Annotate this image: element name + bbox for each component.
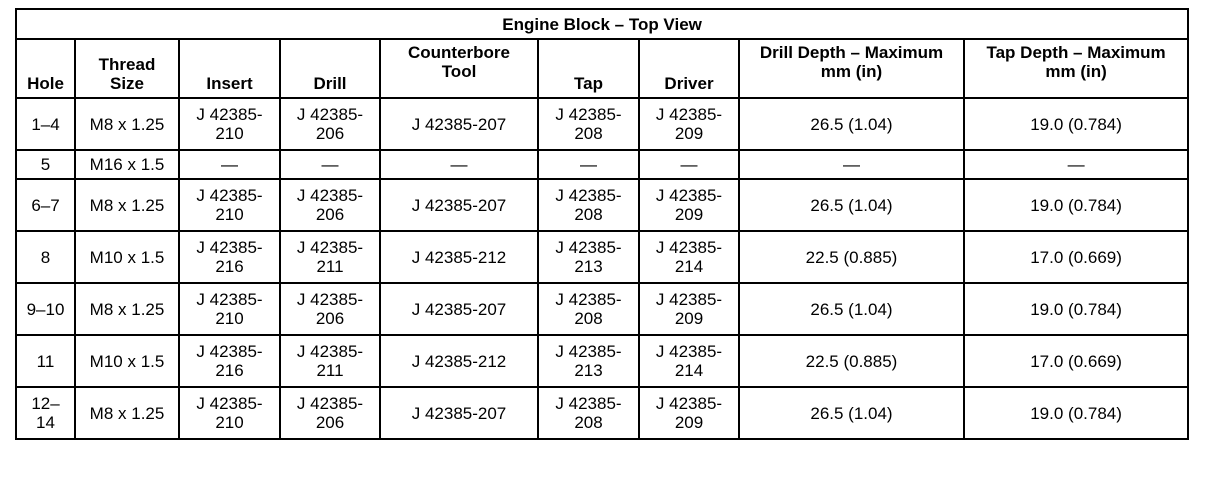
table-row [16,335,1188,387]
cell-driver: J 42385- 209 [639,283,739,335]
table-title: Engine Block – Top View [16,9,1188,39]
header-driver: Driver [639,39,739,98]
cell-tap: J 42385- 213 [538,231,639,283]
cell-counterbore-tool: J 42385-212 [380,231,538,283]
cell-drill-depth: 22.5 (0.885) [739,335,964,387]
cell-counterbore-tool: J 42385-207 [380,179,538,231]
cell-tap-depth: 17.0 (0.669) [964,335,1188,387]
engine-block-spec-table [15,8,1189,440]
cell-tap-depth: 19.0 (0.784) [964,98,1188,150]
cell-hole: 5 [16,150,75,179]
cell-tap: J 42385- 208 [538,387,639,439]
cell-drill: J 42385- 206 [280,283,380,335]
cell-tap: — [538,150,639,179]
cell-insert: J 42385- 216 [179,231,280,283]
cell-counterbore-tool: J 42385-207 [380,98,538,150]
cell-driver: J 42385- 209 [639,179,739,231]
cell-thread-size: M8 x 1.25 [75,98,179,150]
cell-tap: J 42385- 208 [538,179,639,231]
table-row [16,179,1188,231]
cell-insert: J 42385- 210 [179,179,280,231]
cell-thread-size: M8 x 1.25 [75,179,179,231]
cell-driver: J 42385- 209 [639,387,739,439]
cell-drill: — [280,150,380,179]
cell-hole: 1–4 [16,98,75,150]
cell-tap: J 42385- 208 [538,98,639,150]
cell-hole: 9–10 [16,283,75,335]
table-row [16,387,1188,439]
cell-drill-depth: — [739,150,964,179]
cell-drill: J 42385- 206 [280,179,380,231]
cell-hole: 12– 14 [16,387,75,439]
cell-thread-size: M16 x 1.5 [75,150,179,179]
cell-insert: J 42385- 210 [179,283,280,335]
table-row [16,231,1188,283]
cell-tap: J 42385- 213 [538,335,639,387]
table-header-row [16,39,1188,98]
cell-counterbore-tool: J 42385-207 [380,387,538,439]
table-title-row [16,9,1188,39]
cell-counterbore-tool: J 42385-207 [380,283,538,335]
cell-insert: J 42385- 210 [179,98,280,150]
cell-hole: 11 [16,335,75,387]
cell-driver: J 42385- 209 [639,98,739,150]
cell-thread-size: M10 x 1.5 [75,231,179,283]
cell-thread-size: M8 x 1.25 [75,283,179,335]
cell-drill: J 42385- 211 [280,231,380,283]
header-drill-depth: Drill Depth – Maximum mm (in) [739,39,964,98]
cell-driver: J 42385- 214 [639,231,739,283]
cell-drill-depth: 26.5 (1.04) [739,98,964,150]
header-counterbore-tool: Counterbore Tool [380,39,538,98]
header-tap-depth: Tap Depth – Maximum mm (in) [964,39,1188,98]
cell-drill: J 42385- 206 [280,387,380,439]
cell-insert: J 42385- 210 [179,387,280,439]
cell-driver: J 42385- 214 [639,335,739,387]
cell-tap-depth: 19.0 (0.784) [964,283,1188,335]
cell-tap-depth: 17.0 (0.669) [964,231,1188,283]
table-row [16,98,1188,150]
header-insert: Insert [179,39,280,98]
cell-counterbore-tool: — [380,150,538,179]
cell-driver: — [639,150,739,179]
cell-thread-size: M8 x 1.25 [75,387,179,439]
cell-tap: J 42385- 208 [538,283,639,335]
cell-drill-depth: 26.5 (1.04) [739,283,964,335]
cell-thread-size: M10 x 1.5 [75,335,179,387]
cell-hole: 6–7 [16,179,75,231]
cell-drill-depth: 26.5 (1.04) [739,387,964,439]
cell-insert: — [179,150,280,179]
cell-tap-depth: — [964,150,1188,179]
cell-hole: 8 [16,231,75,283]
cell-counterbore-tool: J 42385-212 [380,335,538,387]
cell-insert: J 42385- 216 [179,335,280,387]
cell-drill-depth: 26.5 (1.04) [739,179,964,231]
cell-tap-depth: 19.0 (0.784) [964,179,1188,231]
table-row [16,150,1188,179]
cell-drill: J 42385- 206 [280,98,380,150]
cell-drill-depth: 22.5 (0.885) [739,231,964,283]
table-row [16,283,1188,335]
header-hole: Hole [16,39,75,98]
header-drill: Drill [280,39,380,98]
header-tap: Tap [538,39,639,98]
header-thread-size: Thread Size [75,39,179,98]
cell-tap-depth: 19.0 (0.784) [964,387,1188,439]
cell-drill: J 42385- 211 [280,335,380,387]
